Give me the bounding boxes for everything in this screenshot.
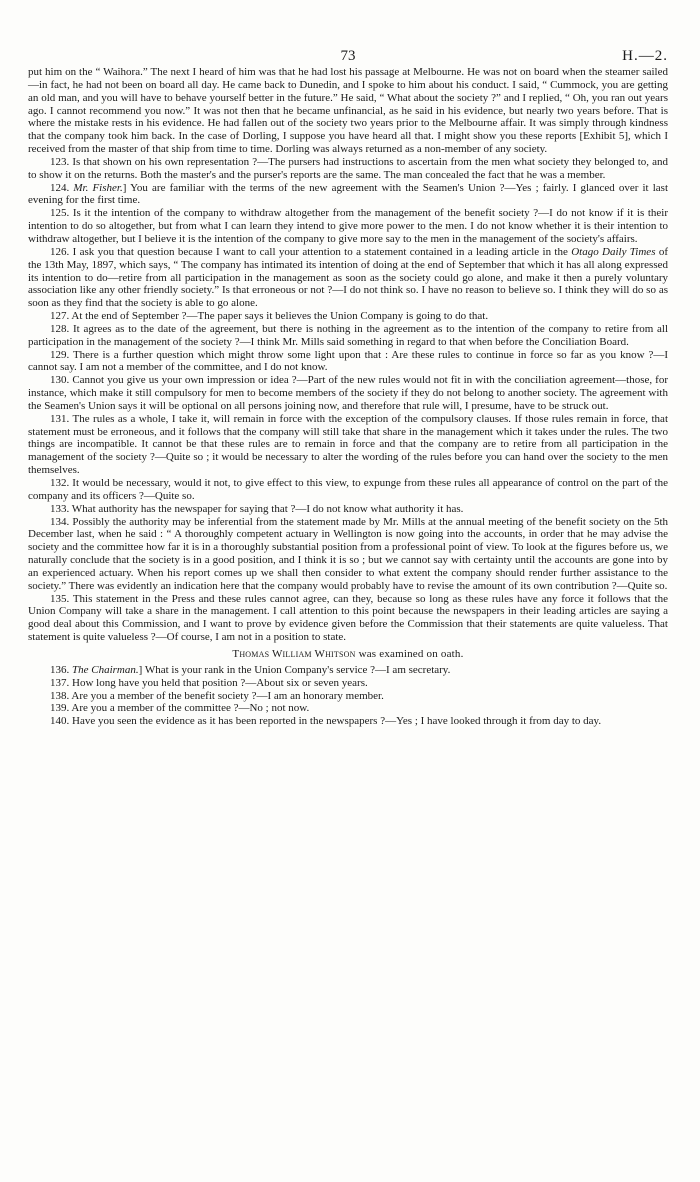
question-number: 136. (50, 663, 72, 676)
paragraph-q123: 123. Is that shown on his own representation ?—The pursers had instructions to ascertain from the men what society they belonged to, and to show it on the returns. Both the master's and the purser's reports are the same. The man concealed the fact that he was a member. (28, 155, 668, 181)
witness-name: Thomas William Whitson (232, 647, 356, 660)
speaker-name: The Chairman. (72, 663, 139, 676)
paragraph-q126 (28, 246, 668, 310)
paragraph-text: ] You are familiar with the terms of the new agreement with the Seamen's Union ?—Yes ; fairly. I glanced over it last evening for the first time. (28, 181, 668, 207)
witness-suffix: was examined on oath. (355, 647, 464, 660)
paragraph-q139: 139. Are you a member of the committee ?—No ; not now. (50, 702, 310, 715)
paragraph-q129: 129. There is a further question which might throw some light upon that : Are these rules to continue in force so far as you know ?—I cannot say. I am not a member of the committee, and I do not know. (28, 348, 668, 374)
newspaper-title: Otago Daily Times (571, 245, 656, 258)
paragraph-q134: 134. Possibly the authority may be inferential from the statement made by Mr. Mills at the annual meeting of the benefit society on the 5th December last, when he said : “ A thoroughly competent actuary in Wellington is now going into the accounts, in order that he may advise the society and the committee how far it is in a thoroughly substantial position from a professional point of view. To look at the figures before us, we naturally conclude that the society is in a good position, and I think it is so ; but we cannot say with certainty until the accounts are gone into by an experienced actuary. When his report comes up we shall then consider to what extent the company should render further assistance to the society.” There was evidently an indication here that the company would probably have to revise the amount of its own contribution ?—Quite so. (28, 515, 668, 592)
paragraph-q125: 125. Is it the intention of the company to withdraw altogether from the management of the benefit society ?—I do not know if it is their intention to do so altogether, but from what I can learn they intend to give more power to the men. I do not know whether it is their intention to withdraw altogether, but I believe it is the intention of the company to give more say to the men in the management of the society's affairs. (28, 207, 668, 245)
page-header (28, 0, 668, 66)
paragraph-text: of the 13th May, 1897, which says, “ The company has intimated its intention of doing at the end of September that which it has all along expressed its intention to do—retire from all participation in the management as soon as the society could go alone, and make it then a purely voluntary association like any other friendly society.” Is that erroneous or not ?—I do not think so. I have no reason to believe so. I think they will do so as soon as they find that the society is able to go alone. (28, 245, 668, 310)
paragraph-q127: 127. At the end of September ?—The paper says it believes the Union Company is going to do that. (50, 310, 489, 323)
paragraph-q137: 137. How long have you held that position ?—About six or seven years. (50, 676, 368, 689)
paragraph-text: ] What is your rank in the Union Company's service ?—I am secretary. (138, 663, 451, 676)
paragraph-q133: 133. What authority has the newspaper for saying that ?—I do not know what authority it has. (50, 502, 464, 515)
document-reference: H.—2. (622, 48, 668, 64)
paragraph-q131: 131. The rules as a whole, I take it, will remain in force with the exception of the compulsory clauses. If those rules remain in force, that statement must be erroneous, and it follows that the company will still take that share in the management which it takes under the rules. The two things are incompatible. It cannot be that these rules are to remain in force and that the company are to retire from all participation in the management of the society ?—Quite so ; it would be necessary to alter the wording of the rules before you can hand over the society to the men themselves. (28, 412, 668, 477)
question-number: 124. (50, 181, 74, 194)
paragraph-q128: 128. It agrees as to the date of the agreement, but there is nothing in the agreement as to the intention of the company to retire from all participation in the management of the society ?—I think Mr. Mills said something in regard to that when before the Conciliation Board. (28, 322, 668, 348)
paragraph-lead: 126. I ask you that question because I want to call your attention to a statement contained in a leading article in the (50, 245, 572, 258)
paragraph-q130: 130. Cannot you give us your own impression or idea ?—Part of the new rules would not fit in with the conciliation agreement—those, for instance, which make it still compulsory for men to become members of the society if they do not belong to another society. The agreement with the Seamen's Union says it will be optional on all persons joining now, and therefore that rule will, I presume, have to be struck out. (28, 374, 668, 412)
speaker-name: Mr. Fisher. (73, 181, 123, 194)
paragraph-q140: 140. Have you seen the evidence as it has been reported in the newspapers ?—Yes ; I have looked through it from day to day. (50, 715, 602, 728)
witness-heading (28, 648, 668, 661)
document-body (28, 66, 668, 728)
paragraph-q136 (28, 664, 668, 677)
paragraph-q135: 135. This statement in the Press and these rules cannot agree, can they, because so long as these rules have any force it follows that the Union Company will take a share in the management. I call attention to this point because the newspapers in their leading articles are saying a good deal about this Commission, and I want to prove by evidence given before the Commission that their statements are quite valueless. That statement is quite valueless ?—Of course, I am not in a position to state. (28, 592, 668, 644)
paragraph-q132: 132. It would be necessary, would it not, to give effect to this view, to expunge from these rules all appearance of control on the part of the company and its officers ?—Quite so. (28, 477, 668, 502)
paragraph-q138: 138. Are you a member of the benefit society ?—I am an honorary member. (50, 689, 384, 702)
paragraph-q124 (28, 182, 668, 208)
page-number: 73 (340, 48, 356, 64)
paragraph-continuation: put him on the “ Waihora.” The next I heard of him was that he had lost his passage at Melbourne. He was not on board when the steamer sailed—in fact, he had not been on board all day. He came back to Dunedin, and I spoke to him about his conduct. I said, “ Cummock, you are getting an old man, and you will have to behave yourself better in the future.” He said, “ What about the society ?” and I replied, “ Oh, you ran out years ago. I cannot recommend you now.” It was not then that he became unfinancial, as he said in his evidence, but nearly two years before. That is where the mistake rests in his evidence. He had fallen out of the society two years prior to the Melbourne affair. It was simply through kindness that the company took him back. In the case of Dorling, I suppose you have heard all that. I might show you these reports [Exhibit 5], which I received from the master of that ship from time to time. Dorling was always returned as a non-member of any society. (28, 66, 668, 156)
